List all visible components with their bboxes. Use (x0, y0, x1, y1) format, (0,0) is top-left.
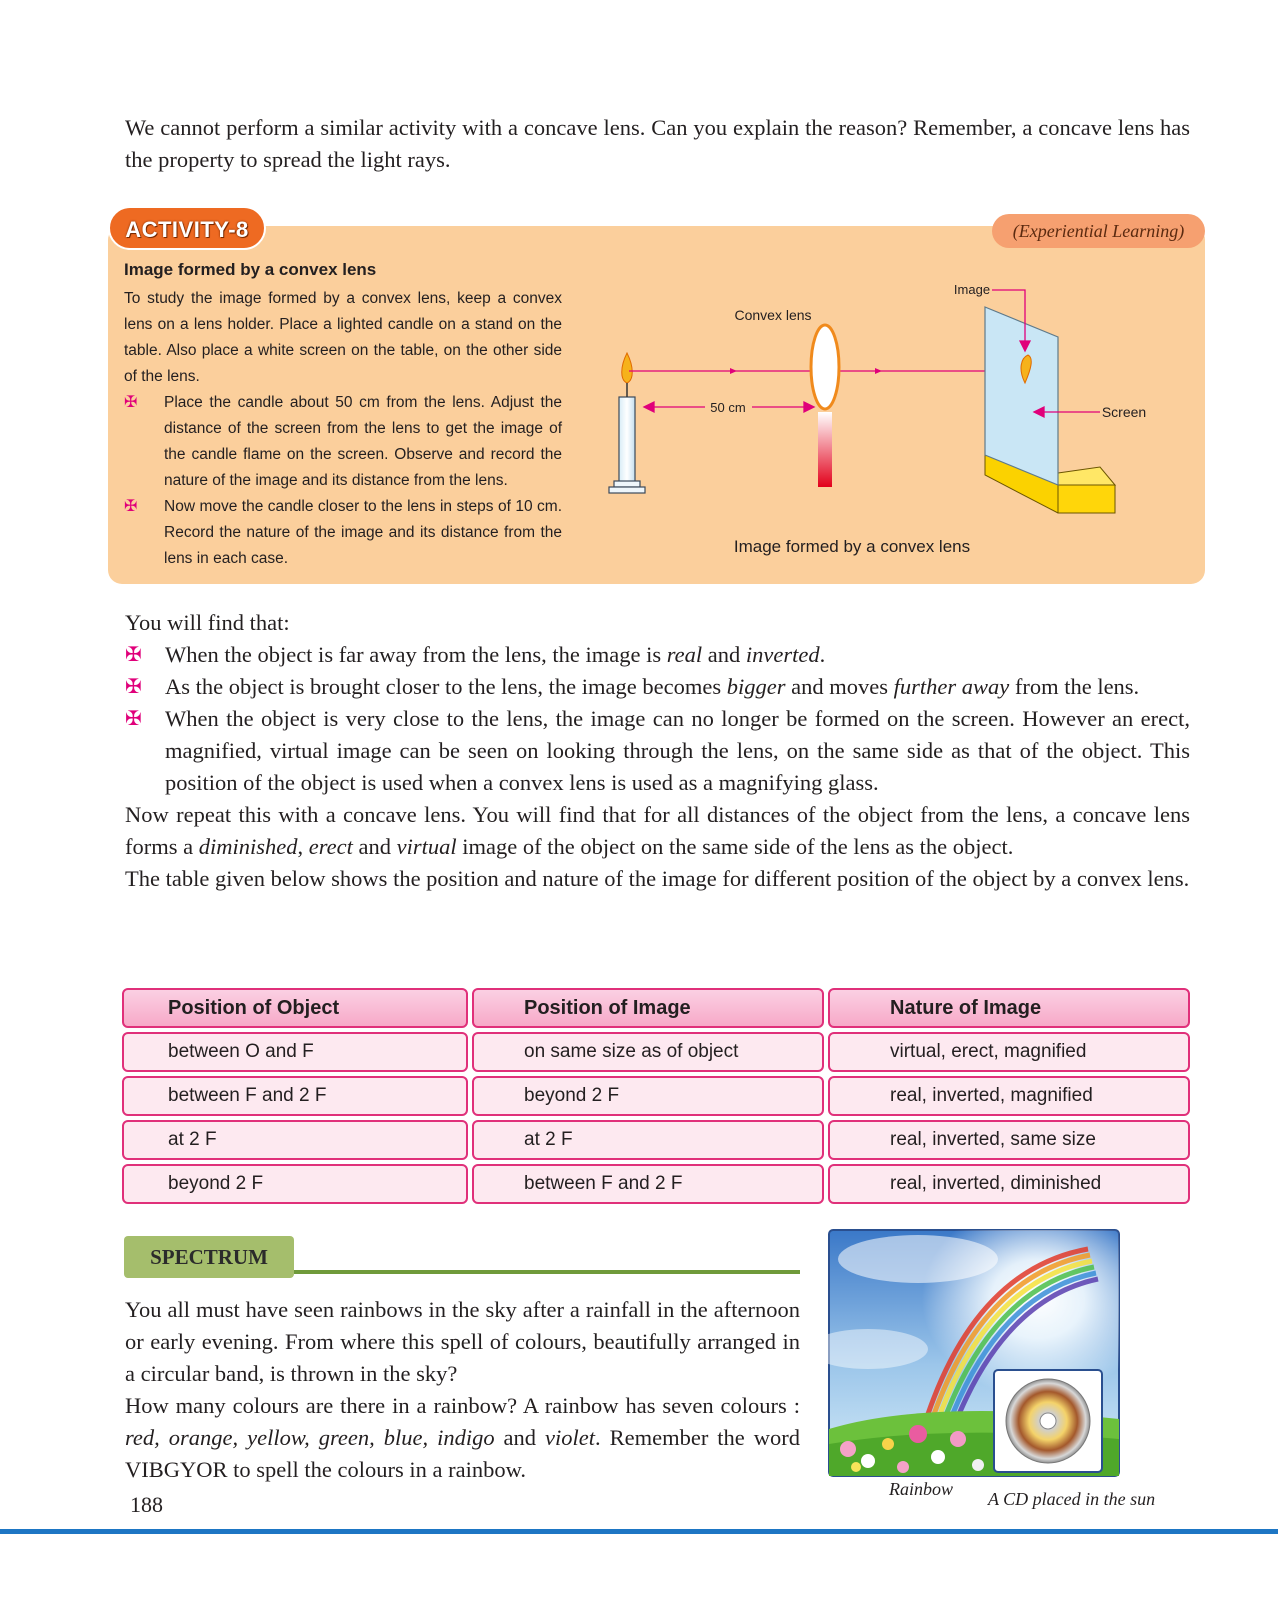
lens-image-table (122, 988, 1190, 1208)
activity-tag: ACTIVITY-8 (108, 206, 266, 250)
list-item: ✠ As the object is brought closer to the lens, the image becomes bigger and moves further away from the lens. (125, 671, 1190, 703)
flame-icon (622, 353, 633, 383)
cross-bullet-icon: ✠ (125, 676, 142, 698)
spectrum-paragraph-1: You all must have seen rainbows in the sky after a rainfall in the afternoon or early evening. From where this spell of colours, beautifully arranged in a circular band, is thrown in the sky? (125, 1297, 800, 1386)
table-cell: between O and F (122, 1032, 468, 1072)
table-cell: between F and 2 F (472, 1164, 824, 1204)
section-heading: SPECTRUM (124, 1236, 294, 1278)
list-item: ✠ When the object is far away from the lens, the image is real and inverted. (125, 639, 1190, 671)
candle (609, 353, 645, 493)
table-header-row (122, 988, 1190, 1028)
cross-bullet-icon: ✠ (125, 644, 142, 666)
table-row (122, 1164, 1190, 1204)
cd-inset (994, 1370, 1102, 1472)
screen (985, 307, 1115, 513)
table-cell: at 2 F (122, 1120, 468, 1160)
list-item: ✠ Now move the candle closer to the lens in steps of 10 cm. Record the nature of the image and its distance from the lens in each case. (124, 494, 562, 572)
rainbow-image (828, 1229, 1120, 1477)
intro-paragraph: We cannot perform a similar activity with a concave lens. Can you explain the reason? Remember, a concave lens has the property to spread the light rays. (125, 115, 1190, 172)
table-cell: real, inverted, diminished (828, 1164, 1190, 1204)
table-header-cell: Position of Object (122, 988, 468, 1028)
cross-bullet-icon: ✠ (124, 498, 138, 515)
convex-lens (811, 325, 839, 487)
list-item: ✠ When the object is very close to the lens, the image can no longer be formed on the screen. However an erect, magnified, virtual image can be seen on looking through the lens, on the same side as that of the object. This position of the object is used when a convex lens is used as a magnifying glass. (125, 703, 1190, 799)
image-label: Image (953, 285, 991, 297)
table-cell: at 2 F (472, 1120, 824, 1160)
diagram-caption: Image formed by a convex lens (733, 537, 971, 556)
cross-bullet-icon: ✠ (124, 394, 138, 411)
table-cell: virtual, erect, magnified (828, 1032, 1190, 1072)
cd-caption: A CD placed in the sun (988, 1489, 1156, 1509)
table-cell: between F and 2 F (122, 1076, 468, 1116)
convex-lens-diagram (600, 285, 1200, 580)
table-row (122, 1076, 1190, 1116)
table-cell: on same size as of object (472, 1032, 824, 1072)
spectrum-text (125, 1294, 800, 1486)
concave-paragraph: Now repeat this with a concave lens. You will find that for all distances of the object from the lens, a concave lens forms a diminished, erect and virtual image of the object on the same side of the lens as the object. (125, 802, 1190, 859)
footer-rule (0, 1529, 1278, 1534)
table-row (122, 1032, 1190, 1072)
table-cell: beyond 2 F (472, 1076, 824, 1116)
distance-label: 50 cm (710, 400, 746, 415)
table-cell: real, inverted, same size (828, 1120, 1190, 1160)
table-cell: beyond 2 F (122, 1164, 468, 1204)
screen-label: Screen (1101, 404, 1147, 420)
findings-list (125, 639, 1190, 799)
cross-bullet-icon: ✠ (125, 708, 142, 730)
table-header-cell: Nature of Image (828, 988, 1190, 1028)
convex-lens-label: Convex lens (734, 307, 812, 323)
table-header-cell: Position of Image (472, 988, 824, 1028)
findings-lead: You will find that: (125, 610, 290, 635)
activity-title: Image formed by a convex lens (124, 260, 377, 279)
screen-pointer-arrow (1034, 407, 1100, 417)
list-item: ✠ Place the candle about 50 cm from the lens. Adjust the distance of the screen from the lens to get the image of the candle flame on the screen. Observe and record the nature of the image and its distance from the lens. (124, 390, 562, 494)
page-number: 188 (130, 1492, 163, 1517)
table-row (122, 1120, 1190, 1160)
activity-text (124, 286, 562, 572)
table-intro: The table given below shows the position and nature of the image for different position of the object by a convex lens. (125, 866, 1190, 891)
findings-section (125, 607, 1190, 895)
table-cell: real, inverted, magnified (828, 1076, 1190, 1116)
activity-intro: To study the image formed by a convex lens, keep a convex lens on a lens holder. Place a lighted candle on a stand on the table. Also place a white screen on the table, on the other side of the lens. (124, 290, 562, 385)
rainbow-caption: Rainbow (889, 1479, 954, 1499)
activity-type-tag: (Experiential Learning) (992, 214, 1205, 248)
spectrum-paragraph-2: How many colours are there in a rainbow? A rainbow has seven colours : red, orange, yellow, green, blue, indigo and violet. Remember the word VIBGYOR to spell the colours in a rainbow. (125, 1393, 800, 1482)
activity-steps (124, 390, 562, 572)
